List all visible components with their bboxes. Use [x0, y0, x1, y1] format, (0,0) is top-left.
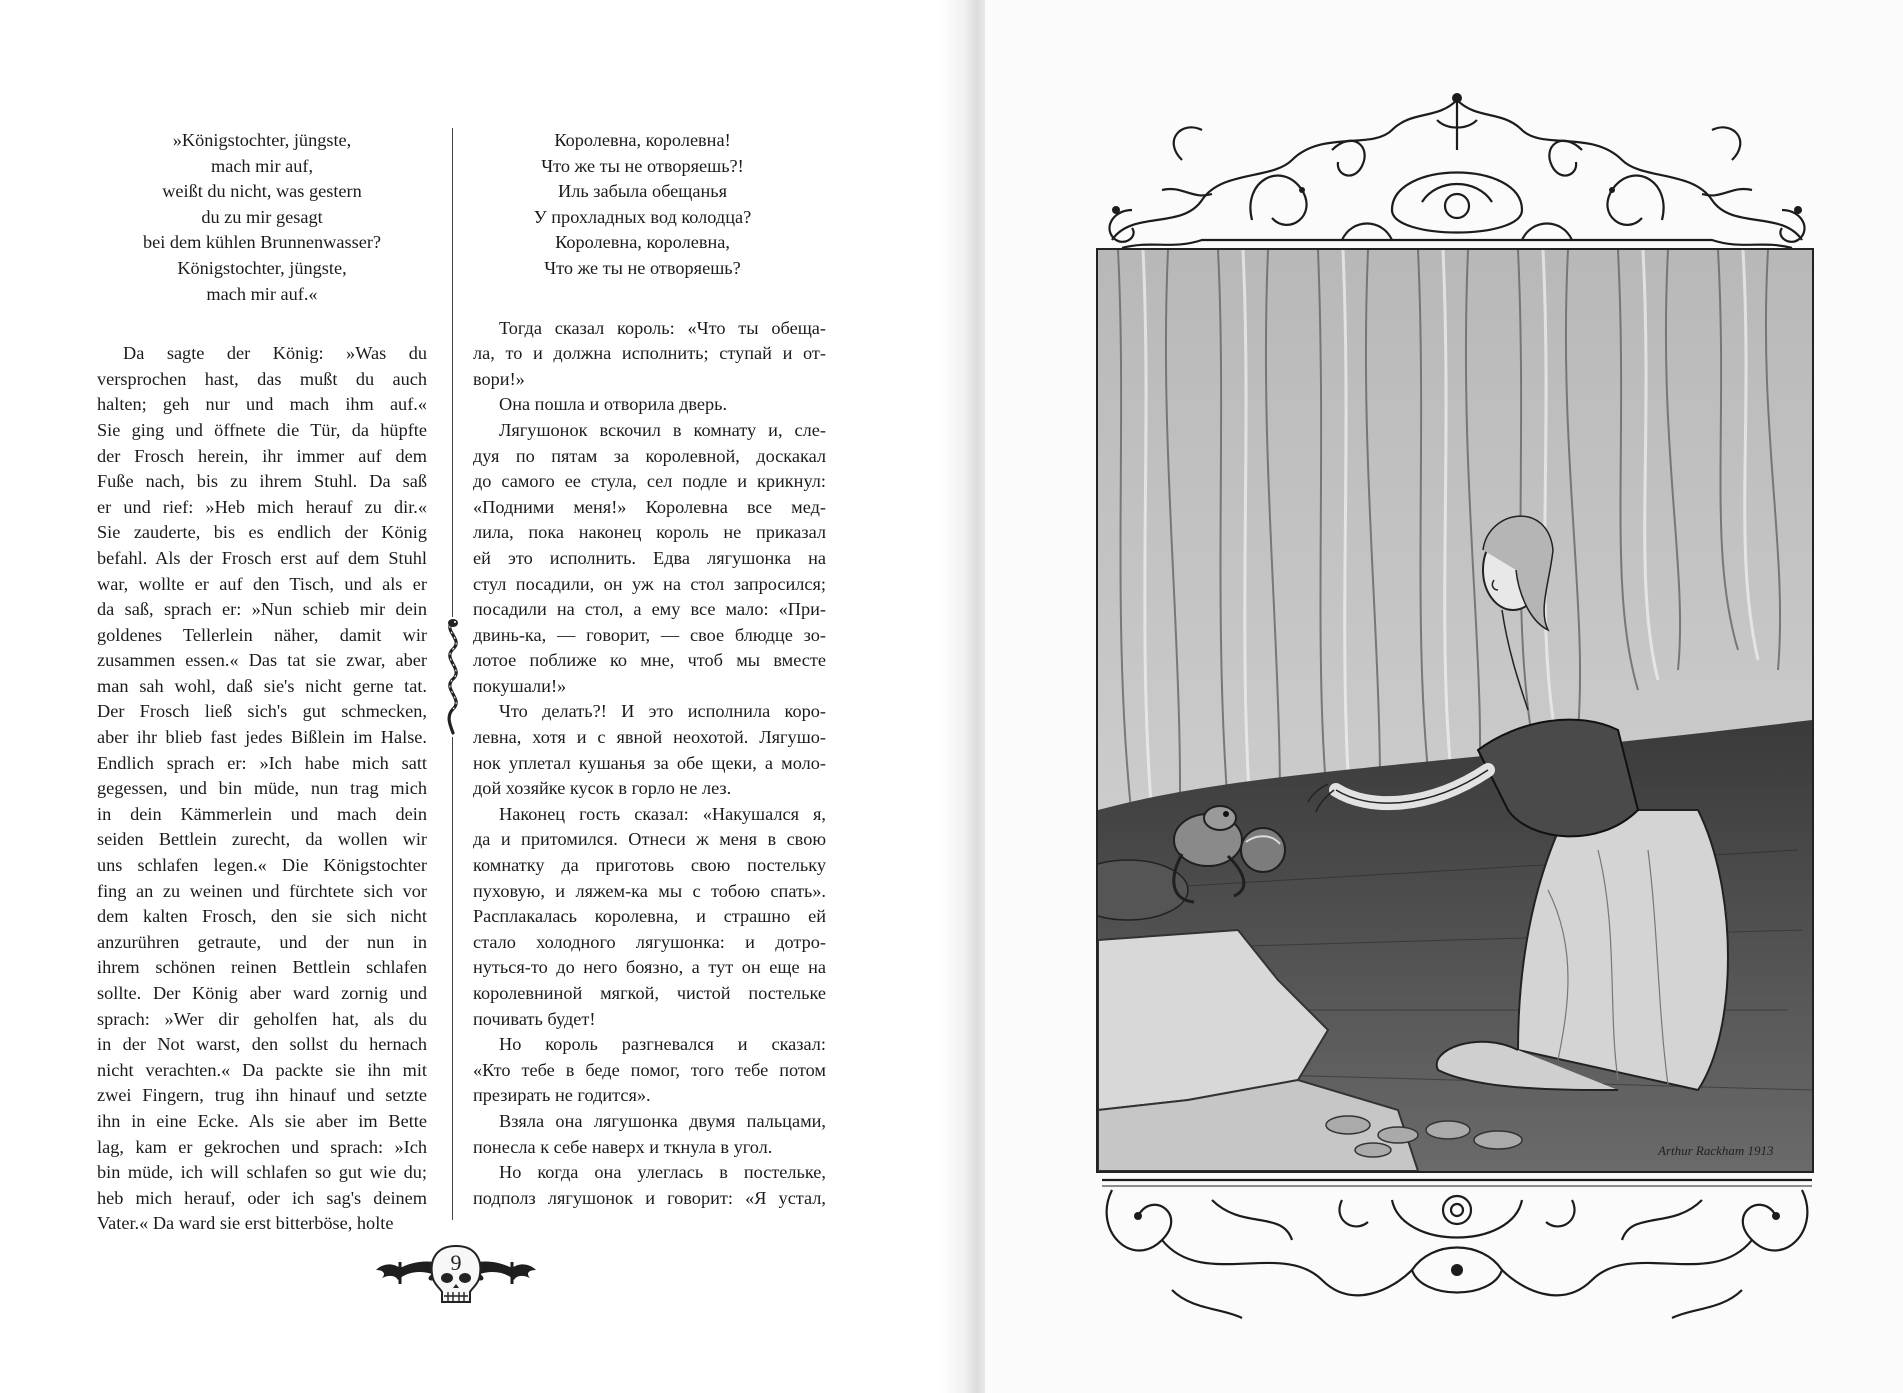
- text-line: Тогда сказал король: «Что ты обеща-: [499, 317, 826, 338]
- text-line: Endlich sprach er: »Ich habe mich satt: [97, 752, 427, 773]
- text-line: Но когда она улеглась в постельке,: [499, 1162, 826, 1183]
- text-line: halten; geh nur und mach ihm auf.«: [97, 394, 427, 415]
- text-line: goldenes Tellerlein näher, damit wir: [97, 624, 427, 645]
- text-line: левна, хотя и с явной неохотой. Лягушо-: [473, 727, 826, 748]
- text-line: пуховую, и ляжем-ка мы с тобою спать».: [473, 880, 826, 901]
- poem-line: Что же ты не отворяешь?!: [541, 155, 744, 176]
- text-line: Она пошла и отворила дверь.: [499, 394, 728, 415]
- page-folio: [356, 1240, 556, 1330]
- russian-poem: [459, 128, 826, 282]
- text-line: понесла к себе наверх и ткнула в угол.: [473, 1136, 773, 1157]
- text-line: in der Not warst, den sollst du hernach: [97, 1034, 427, 1055]
- frog-princess-illustration: [1098, 250, 1812, 1171]
- poem-line: У прохладных вод колодца?: [533, 206, 752, 227]
- text-line: Da sagte der König: »Was du: [123, 343, 427, 364]
- text-line: «Подними меня!» Королевна все мед-: [473, 496, 826, 517]
- text-line: дой хозяйке кусок в горло не лез.: [473, 778, 732, 799]
- illustration-plate: [1096, 248, 1814, 1173]
- illustration-signature: Arthur Rackham 1913: [1658, 1143, 1774, 1158]
- text-line: seiden Bettlein zurecht, da wollen wir: [97, 829, 427, 850]
- text-line: nicht verachten.« Da packte sie ihn mit: [97, 1059, 427, 1080]
- poem-line: Что же ты не отворяешь?: [544, 257, 741, 278]
- text-line: ihn in eine Ecke. Als sie aber im Bette: [97, 1110, 427, 1131]
- text-line: befahl. Als der Frosch erst auf dem Stuhl: [97, 547, 427, 568]
- poem-line: weißt du nicht, was gestern: [162, 181, 362, 202]
- text-line: комнатку да приготовь свою постельку: [473, 855, 826, 876]
- text-line: двинь-ка, — говорит, — свое блюдце зо-: [473, 624, 826, 645]
- text-line: bin müde, ich will schlafen so gut wie du;: [97, 1162, 427, 1183]
- poem-line: mach mir auf,: [210, 155, 314, 176]
- poem-line: mach mir auf.«: [206, 283, 318, 304]
- text-line: Взяла она лягушонка двумя пальцами,: [499, 1110, 826, 1131]
- russian-text-column: [473, 128, 826, 1211]
- text-line: ihrem schönen reinen Bettlein schlafen: [97, 957, 427, 978]
- text-line: versprochen hast, das mußt du auch: [97, 368, 427, 389]
- text-line: man sah wohl, daß sie's nicht gerne tat.: [97, 675, 427, 696]
- text-line: Sie zauderte, bis es endlich der König: [97, 522, 427, 543]
- text-line: uns schlafen legen.« Die Königstochter: [97, 855, 427, 876]
- text-line: zusammen essen.« Das tat sie zwar, aber: [97, 650, 427, 671]
- text-line: gegessen, und bin müde, nun trag mich: [97, 778, 427, 799]
- text-line: стало холодного лягушонка: и дотро-: [473, 931, 826, 952]
- poem-line: »Königstochter, jüngste,: [172, 130, 352, 150]
- text-line: ей это исполнить. Едва лягушонка на: [473, 547, 826, 568]
- text-line: ла, то и должна исполнить; ступай и от-: [473, 343, 826, 364]
- text-line: Но король разгневался и сказал:: [499, 1034, 826, 1055]
- text-line: der Frosch herein, ihr immer auf dem: [97, 445, 427, 466]
- poem-line: du zu mir gesagt: [201, 206, 323, 227]
- poem-line: Иль забыла обещанья: [558, 181, 727, 202]
- poem-line: Королевна, королевна,: [555, 232, 730, 253]
- text-line: Наконец гость сказал: «Накушался я,: [499, 803, 826, 824]
- text-line: er und rief: »Heb mich herauf zu dir.«: [97, 496, 427, 517]
- text-line: Fuße nach, bis zu ihrem Stuhl. Da saß: [97, 471, 427, 492]
- text-line: lag, kam er gekrochen und sprach: »Ich: [97, 1136, 427, 1157]
- poem-line: Королевна, королевна!: [554, 130, 731, 150]
- text-line: da saß, sprach er: »Nun schieb mir dein: [97, 599, 427, 620]
- text-line: стул посадили, он уж на стол запросился;: [473, 573, 826, 594]
- text-line: zwei Fingern, trug ihn hinauf und setzte: [97, 1085, 427, 1106]
- poem-line: Königstochter, jüngste,: [177, 257, 347, 278]
- text-line: heb mich herauf, oder ich sag's deinem: [97, 1187, 427, 1208]
- text-line: war, wollte er auf den Tisch, und als er: [97, 573, 427, 594]
- text-line: sprach: »Wer dir geholfen hat, als du: [97, 1008, 427, 1029]
- text-line: sollte. Der König aber ward zornig und: [97, 983, 427, 1003]
- ornamental-crest-icon: [1109, 100, 1804, 248]
- text-line: Лягушонок вскочил в комнату и, сле-: [499, 419, 826, 440]
- text-line: anzurühren getraute, und der nun in: [97, 931, 427, 952]
- page-number: 9: [450, 1250, 462, 1275]
- serpent-icon: [436, 617, 470, 737]
- text-line: aber ihr blieb fast jedes Bißlein im Halse.: [97, 727, 427, 748]
- text-line: посадили на стол, а ему все мало: «При-: [473, 599, 826, 620]
- text-line: презирать не годится».: [473, 1085, 651, 1106]
- text-line: королевниной мягкой, чистой постельке: [473, 983, 826, 1003]
- german-text-column: [97, 128, 427, 1237]
- text-line: да и притомился. Отнеси ж меня в свою: [473, 829, 826, 850]
- text-line: нок уплетал кушанья за обе щеки, а моло-: [473, 752, 826, 773]
- text-line: Sie ging und öffnete die Tür, da hüpfte: [97, 419, 427, 440]
- text-line: покушали!»: [473, 675, 567, 696]
- text-line: Что делать?! И это исполнила коро-: [499, 701, 826, 722]
- text-line: нуться-то до него боязно, а тут он еще на: [473, 957, 826, 978]
- text-line: до самого ее стула, сел подле и крикнул:: [473, 471, 826, 492]
- text-line: Расплакалась королевна, и страшно ей: [473, 906, 826, 927]
- german-prose: [97, 341, 427, 1237]
- text-line: in dein Kämmerlein und mach dein: [97, 803, 427, 824]
- text-line: лотое поближе ко мне, чтоб мы вместе: [473, 650, 826, 671]
- text-line: дуя по пятам за королевной, доскакал: [473, 445, 826, 466]
- text-line: fing an zu weinen und fürchtete sich vor: [97, 880, 427, 901]
- text-line: почивать будет!: [473, 1008, 596, 1029]
- text-line: «Кто тебе в беде помог, того тебе потом: [473, 1059, 826, 1080]
- text-line: Der Frosch ließ sich's gut schmecken,: [97, 701, 427, 722]
- russian-prose: [473, 316, 826, 1212]
- text-line: подполз лягушонок и говорит: «Я устал,: [473, 1187, 826, 1208]
- text-line: лила, пока наконец король не приказал: [473, 522, 826, 543]
- text-line: dem kalten Frosch, den sie sich nicht: [97, 906, 427, 927]
- text-line: Vater.« Da ward sie erst bitterböse, holte: [97, 1213, 394, 1234]
- poem-line: bei dem kühlen Brunnenwasser?: [142, 232, 382, 253]
- ornamental-scroll-icon: [1102, 1180, 1812, 1318]
- text-line: вори!»: [473, 368, 525, 389]
- german-poem: [97, 128, 427, 307]
